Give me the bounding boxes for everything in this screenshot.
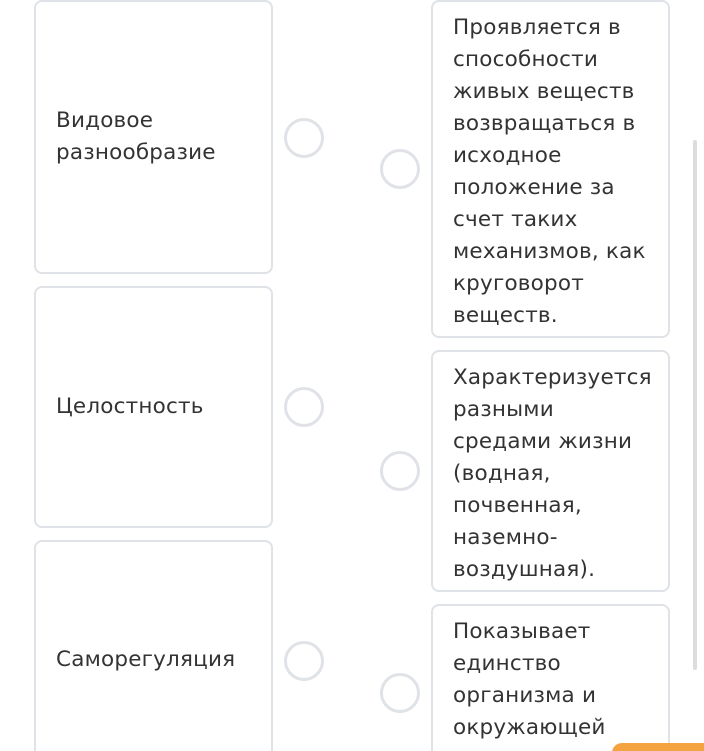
- right-radio-1[interactable]: [380, 149, 420, 189]
- left-card-species-diversity[interactable]: [34, 0, 273, 274]
- left-card-label: Видовое разнообразие: [56, 108, 216, 165]
- left-card-integrity[interactable]: [34, 286, 273, 528]
- left-radio-2[interactable]: [284, 387, 324, 427]
- right-card-homeostasis-description[interactable]: [431, 0, 670, 338]
- scrollbar[interactable]: [693, 140, 697, 670]
- right-card-text: Показывает единство организма и окружающей: [453, 619, 606, 740]
- right-card-text: Характеризуется разными средами жизни (водная, почвенная, наземно-воздушная).: [453, 365, 652, 582]
- right-card-habitats-description[interactable]: [431, 350, 670, 592]
- right-radio-2[interactable]: [380, 451, 420, 491]
- left-radio-1[interactable]: [284, 118, 324, 158]
- next-button-partial[interactable]: [612, 743, 704, 751]
- right-card-text: Проявляется в способности живых веществ возвращаться в исходное положение за счет таких механизмов, как круговорот веществ.: [453, 15, 646, 328]
- right-card-unity-description[interactable]: [431, 604, 670, 751]
- left-card-label: Саморегуляция: [56, 647, 236, 672]
- left-card-label: Целостность: [56, 394, 204, 419]
- left-card-self-regulation[interactable]: [34, 540, 273, 751]
- left-radio-3[interactable]: [284, 641, 324, 681]
- right-radio-3[interactable]: [380, 673, 420, 713]
